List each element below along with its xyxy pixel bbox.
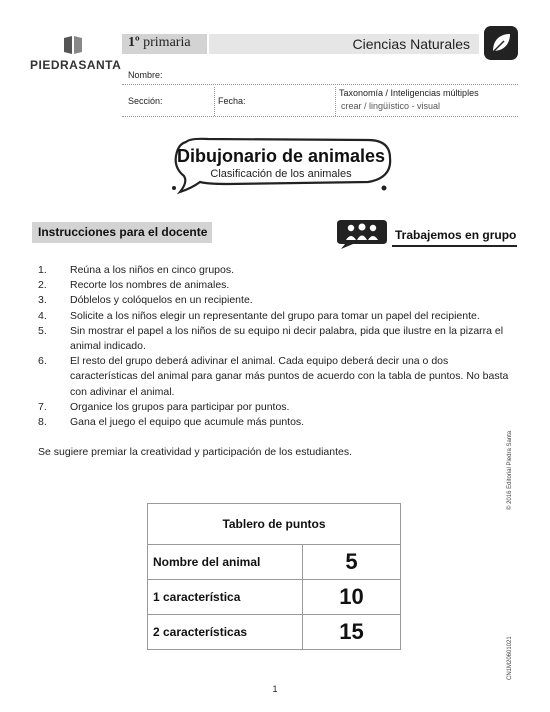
list-item: 5. Sin mostrar el papel a los niños de su equipo ni decir palabra, pida que ilustre en la pizarra el animal indicado. [38,324,504,353]
group-heading-underline [392,245,517,247]
row-label: 2 características [148,615,303,650]
divider [335,87,336,116]
row-label: Nombre del animal [148,545,303,580]
copyright-text: © 2016 Editorial Piedra Santa [507,430,513,510]
list-item: 4. Solicite a los niños elegir un representante del grupo para tomar un papel del recipiente. [38,309,480,322]
section-label: Sección: [128,96,163,106]
row-points: 5 [303,545,401,580]
row-label: 1 característica [148,580,303,615]
page-number: 1 [272,684,278,694]
subject-title: Ciencias Naturales [352,36,470,52]
leaf-icon [484,26,518,60]
page-title: Dibujonario de animales [176,146,386,166]
brand-logo-text: PIEDRASANTA [30,58,122,72]
row-points: 15 [303,615,401,650]
list-item: 3. Dóblelos y colóquelos en un recipiente. [38,294,253,307]
taxonomy-label: Taxonomía / Inteligencias múltiples [339,88,479,98]
table-header-row [148,504,401,545]
teacher-note: Se sugiere premiar la creatividad y participación de los estudiantes. [38,446,353,458]
list-item: 1. Reúna a los niños en cinco grupos. [38,264,235,276]
instructions-heading: Instrucciones para el docente [38,225,208,239]
divider [214,87,215,116]
list-item: 8. Gana el juego el equipo que acumule más puntos. [38,416,305,429]
table-row [148,580,401,615]
points-table [147,503,401,650]
table-row [148,615,401,650]
group-people-icon [335,218,389,250]
product-code: CN1M20601021 [507,636,513,680]
date-label: Fecha: [218,96,246,106]
points-table-title: Tablero de puntos [148,504,401,545]
name-label: Nombre: [128,70,163,80]
list-item: 6. El resto del grupo deberá adivinar el animal. Cada equipo deberá decir una o dos características del animal para ganar más puntos de acuerdo con la tabla de puntos. No basta con adivinar el animal. [38,355,509,398]
list-item: 2. Recorte los nombres de animales. [38,279,230,292]
row-points: 10 [303,580,401,615]
grade-label: 1º primaria [128,35,191,50]
table-row [148,545,401,580]
page-subtitle: Clasificación de los animales [210,168,352,180]
group-work-heading: Trabajemos en grupo [395,228,517,242]
book-logo-icon [62,34,84,56]
taxonomy-value: crear / lingüístico - visual [341,101,441,111]
name-line [122,84,518,85]
section-line [122,116,518,117]
list-item: 7. Organice los grupos para participar por puntos. [38,400,290,413]
instructions-list [38,263,518,430]
